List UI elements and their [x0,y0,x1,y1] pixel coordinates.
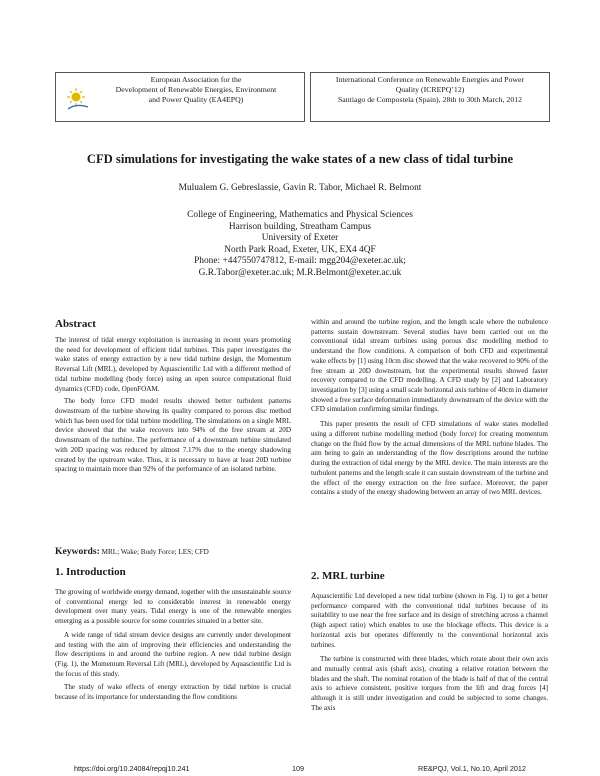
affil-line: Phone: +447550747812, E-mail: mgg204@exeter.ac.uk; [194,256,406,267]
affil-line: Harrison building, Streatham Campus [228,221,372,232]
org-line-3: and Power Quality (EA4EPQ) [148,95,244,104]
keywords-label: Keywords: [55,546,100,557]
mrl-heading: 2. MRL turbine [311,570,385,582]
affiliation-block [0,210,600,280]
body-paragraph: This paper presents the result of CFD simulations of wake states modelled using a different turbine modelling method (body force) for creating momentum change on the fluid flow by the actual dimensions of the MRL turbine blades. The aim being to gain an understanding of the flow descriptions around the turbine during the extraction of tidal energy by the MRL device. The main interests are the turbulent patterns and the length scale it can sustain downstream of the turbine and the effect of the energy extraction on the free surface. Moreover, the paper contains a study of the energy shadowing between an array of two MRL devices. [311,420,548,497]
conf-line-1: International Conference on Renewable Energies and Power [335,75,525,84]
conf-line-3: Santiago de Compostela (Spain), 28th to 30th March, 2012 [337,95,523,104]
right-column-body [311,318,548,498]
org-line-2: Development of Renewable Energies, Environment [115,85,277,94]
abstract-paragraph: The body force CFD model results showed better turbulent patterns downstream of the turbine showing its quality compared to porous disc method which has been used for tidal turbine modelling. The simulations on a single MRL device showed that the wake recovers into 94% of the free stream at 20D downstream of the turbine. The performance of a downstream turbine simulated with 20D spacing was reduced by almost 7.17% due to the energy shadowing created by the upstream wake. Thus, it is necessary to have at least 20D turbine spacing to maintain more than 92% of the performance of an isolated turbine. [55,397,291,474]
conference-info-box [310,72,550,122]
conference-org-box [55,72,305,122]
affil-line: G.R.Tabor@exeter.ac.uk; M.R.Belmont@exeter.ac.uk [198,267,402,278]
keywords [55,546,209,557]
intro-paragraph: The growing of worldwide energy demand, together with the unsustainable source of conventional energy led to considerable interest in renewable energy development over many years. Tidal energy is one of the renewable energies emerging as a possible source for some countries situated in a better site. [55,588,291,626]
introduction-heading: 1. Introduction [55,566,126,578]
abstract-heading: Abstract [55,318,96,330]
introduction-body [55,588,291,703]
journal-citation: RE&PQJ, Vol.1, No.10, April 2012 [418,764,526,773]
intro-paragraph: The study of wake effects of energy extraction by tidal turbine is crucial because of its importance for understanding the flow conditions [55,683,291,702]
paper-title: CFD simulations for investigating the wake states of a new class of tidal turbine [86,152,514,166]
mrl-body [311,592,548,714]
mrl-paragraph: The turbine is constructed with three blades, which rotate about their own axis and mutually central axis (shaft axis), creating a relative rotation between the blades and the shaft. The nominal rotation of the blade is half of that of the central axis to achieve consistent, positive torques from the lift and drag forces [4] although it is still under investigation and could be subjected to some changes. The axis [311,655,548,712]
author-list: Mulualem G. Gebreslassie, Gavin R. Tabor, Michael R. Belmont [178,183,422,193]
abstract-paragraph: The interest of tidal energy exploitation is increasing in recent years promoting the need for development of efficient tidal turbines. This paper investigates the wake states of energy extraction by a new tidal turbine design, the Momentum Reversal Lift (MRL), developed by Aquascientific Ltd with a different method of tidal turbine modelling (body force) using an open source computational fluid dynamics (CFD) code, OpenFOAM. [55,336,291,393]
org-line-1: European Association for the [150,75,242,84]
conf-line-2: Quality (ICREPQ’12) [395,85,465,94]
sun-logo-icon [64,83,94,113]
abstract-body [55,336,291,475]
body-paragraph: within and around the turbine region, and the length scale where the turbulence patterns sustain downstream. Several studies have been carried out on the conventional tidal stream turbines using porous disc modelling method to understand the flow conditions. A comparison of both CFD and experimental wake effects by [1] using 10cm disc showed that the wake recovered to 90% of the free stream at 20D downstream, but the experimental results showed faster recovery compared to the CFD modelling. A CFD study by [2] and Laboratory investigation by [3] using a small scale horizontal axis turbine of 40cm in diameter showed a free surface deformation immediately downstream of the device with the CFD simulation confirming similar findings. [311,318,548,414]
affil-line: College of Engineering, Mathematics and Physical Sciences [187,210,413,220]
mrl-paragraph: Aquascientific Ltd developed a new tidal turbine (shown in Fig. 1) to get a better performance compared with the conventional tidal turbines because of its suitability to use near the free surface and its design of stretching across a channel (high aspect ratio) which enables to use the blockage effects. This device is a horizontal axis but operates differently to the conventional horizontal axis turbines. [311,592,548,649]
affil-line: University of Exeter [261,233,339,244]
intro-paragraph: A wide range of tidal stream device designs are currently under development and testing with the aim of improving their efficiencies and understanding the flow descriptions in and around the turbine region. A new tidal turbine design (Fig. 1), the Momentum Reversal Lift (MRL), developed by Aquascientific Ltd is the focus of this study. [55,630,291,678]
page-number: 109 [292,764,304,773]
affil-line: North Park Road, Exeter, UK, EX4 4QF [224,244,376,255]
doi-link[interactable]: https://doi.org/10.24084/repqj10.241 [74,764,190,773]
keywords-text: MRL; Wake; Body Force; LES; CFD [101,548,209,556]
